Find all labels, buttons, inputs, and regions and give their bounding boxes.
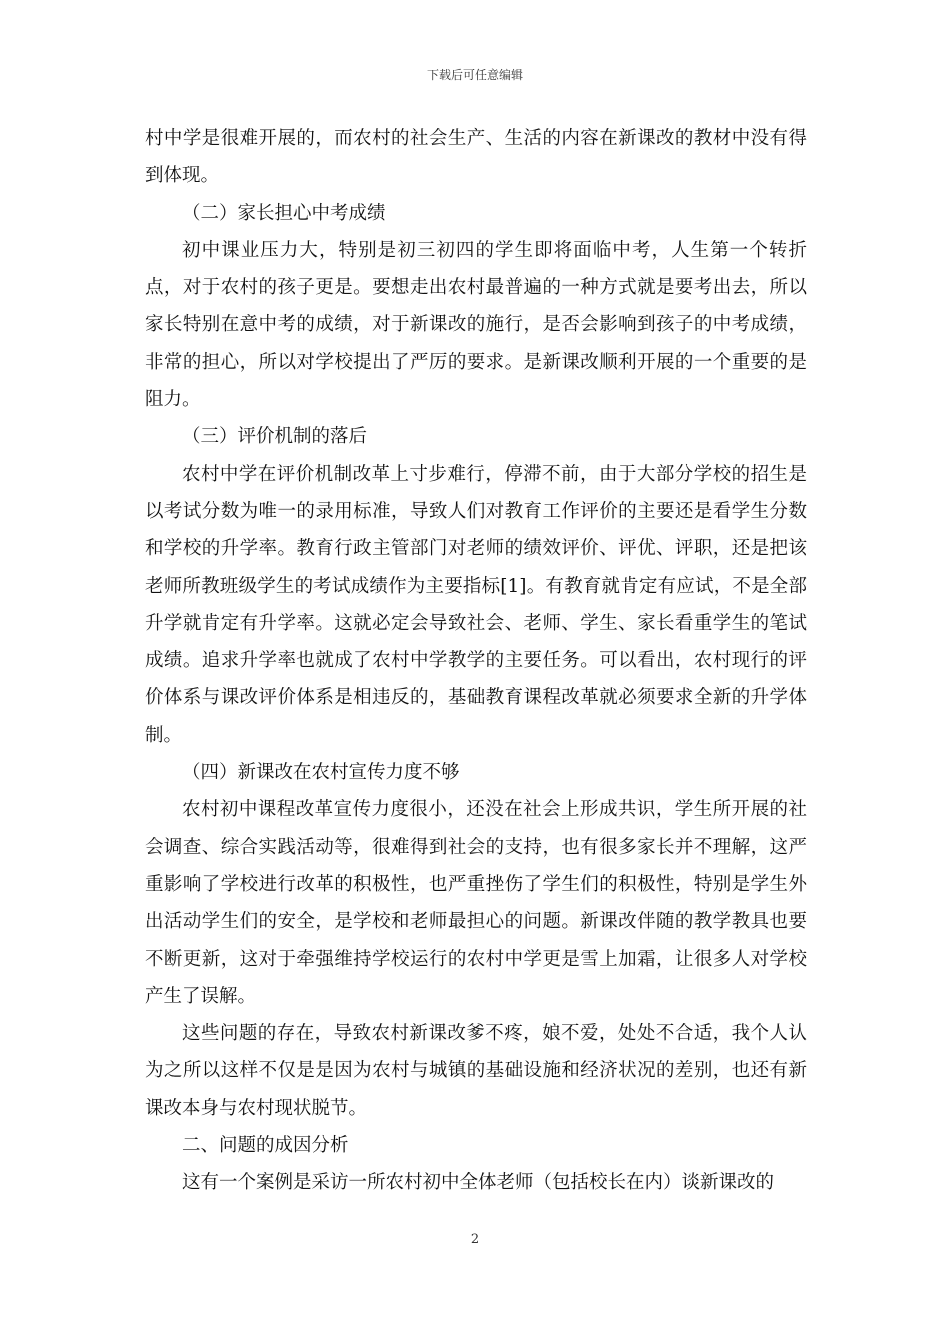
paragraph-case: 这有一个案例是采访一所农村初中全体老师（包括校长在内）谈新课改的 (182, 1172, 775, 1194)
page-number: 2 (470, 1232, 480, 1247)
section-heading-3: （三）评价机制的落后 (182, 426, 368, 448)
paragraph-evaluation: 农村中学在评价机制改革上寸步难行，停滞不前，由于大部分学校的招生是以考试分数为唯一的录用标准，导致人们对教育工作评价的主要还是看学生分数和学校的升学率。教育行政主管部门对老师的绩效评价、评优、评职，还是把该老师所教班级学生的考试成绩作为主要指标[1]。有教育就肯定有应试，不是全部升学就肯定有升学率。这就必定会导致社会、老师、学生、家长看重学生的笔试成绩。追求升学率也就成了农村中学教学的主要任务。可以看出，农村现行的评价体系与课改评价体系是相违反的，基础教育课程改革就必须要求全新的升学体制。 (145, 463, 807, 746)
section-heading-causes: 二、问题的成因分析 (182, 1135, 349, 1157)
document-body (145, 120, 807, 1202)
paragraph-publicity: 农村初中课程改革宣传力度很小，还没在社会上形成共识，学生所开展的社会调查、综合实践活动等，很难得到社会的支持，也有很多家长并不理解，这严重影响了学校进行改革的积极性，也严重挫伤了学生们的积极性，特别是学生外出活动学生们的安全，是学校和老师最担心的问题。新课改伴随的教学教具也要不断更新，这对于牵强维持学校运行的农村中学更是雪上加霜，让很多人对学校产生了误解。 (145, 799, 807, 1007)
paragraph-parents-exam: 初中课业压力大，特别是初三初四的学生即将面临中考，人生第一个转折点，对于农村的孩子更是。要想走出农村最普遍的一种方式就是要考出去，所以家长特别在意中考的成绩，对于新课改的施行，是否会影响到孩子的中考成绩，非常的担心，所以对学校提出了严厉的要求。是新课改顺利开展的一个重要的是阻力。 (145, 239, 807, 411)
paragraph-summary: 这些问题的存在，导致农村新课改爹不疼，娘不爱，处处不合适，我个人认为之所以这样不仅是是因为农村与城镇的基础设施和经济状况的差别，也还有新课改本身与农村现状脱节。 (145, 1023, 807, 1119)
page-header: 下载后可任意编辑 (426, 68, 523, 82)
section-heading-4: （四）新课改在农村宣传力度不够 (182, 762, 460, 784)
section-heading-2: （二）家长担心中考成绩 (182, 202, 386, 224)
paragraph-continuation: 村中学是很难开展的，而农村的社会生产、生活的内容在新课改的教材中没有得到体现。 (145, 128, 807, 187)
